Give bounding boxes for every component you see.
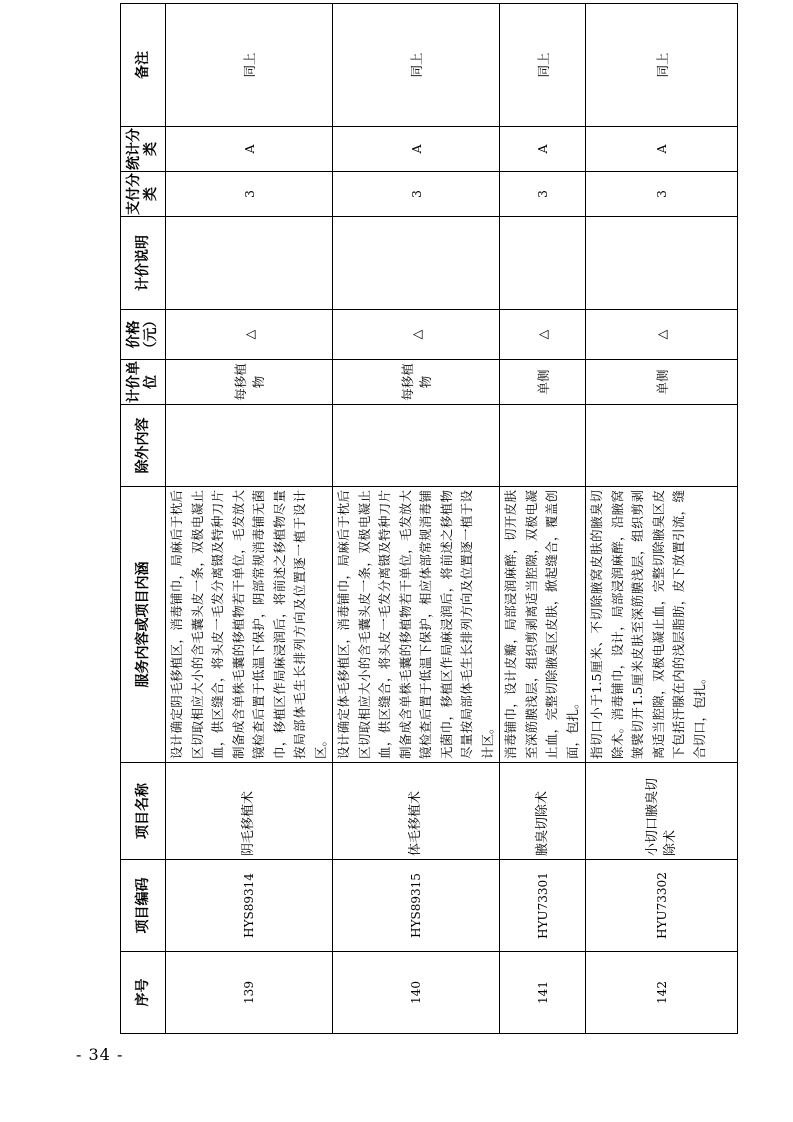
header-excluded: 除外内容 <box>121 405 166 487</box>
cell-payment-category: 3 <box>586 172 738 217</box>
header-payment-category: 支付分类 <box>121 172 166 217</box>
cell-name: 阴毛移植术 <box>166 763 333 860</box>
cell-excluded <box>333 405 500 487</box>
cell-excluded <box>586 405 738 487</box>
header-row <box>121 4 166 1034</box>
cell-excluded <box>166 405 333 487</box>
table-row <box>166 4 333 1034</box>
cell-content: 指切口小于1.5厘米、不切除腋窝皮肤的腋臭切除术。消毒铺巾，设计，局部浸润麻醉，沿腋窝皱襞切开1.5厘米皮肤至深筋膜浅层，组织剪剥离适当腔隙，双极电凝止血，完整切除腋臭区皮下包括汗腺在内的浅层脂肪，皮下放置引流，缝合切口，包扎。 <box>586 487 738 763</box>
cell-code: HYS89314 <box>166 860 333 952</box>
header-stat-category: 统计分类 <box>121 127 166 172</box>
cell-payment-category: 3 <box>166 172 333 217</box>
cell-code: HYS89315 <box>333 860 500 952</box>
header-remark: 备注 <box>121 4 166 127</box>
cell-pricing-note <box>333 217 500 310</box>
cell-stat-category: A <box>166 127 333 172</box>
cell-name: 体毛移植术 <box>333 763 500 860</box>
cell-code: HYU73302 <box>586 860 738 952</box>
header-name: 项目名称 <box>121 763 166 860</box>
cell-remark: 同上 <box>500 4 586 127</box>
cell-name: 小切口腋臭切除术 <box>586 763 738 860</box>
cell-content: 消毒铺巾，设计皮瓣，局部浸润麻醉，切开皮肤至深筋膜浅层，组织剪剥离适当腔隙，双极电凝止血，完整切除腋臭区皮肤，掀起缝合，覆盖创面，包扎。 <box>500 487 586 763</box>
cell-name: 腋臭切除术 <box>500 763 586 860</box>
cell-excluded <box>500 405 586 487</box>
fee-schedule-table <box>120 3 738 1034</box>
cell-stat-category: A <box>333 127 500 172</box>
cell-pricing-note <box>166 217 333 310</box>
page-number: - 34 - <box>76 1045 124 1064</box>
cell-price: △ <box>500 310 586 360</box>
cell-unit: 单侧 <box>500 360 586 405</box>
cell-remark: 同上 <box>166 4 333 127</box>
cell-pricing-note <box>500 217 586 310</box>
header-seq: 序号 <box>121 952 166 1034</box>
header-price: 价格（元） <box>121 310 166 360</box>
table-row <box>333 4 500 1034</box>
cell-seq: 141 <box>500 952 586 1034</box>
cell-unit: 单侧 <box>586 360 738 405</box>
cell-unit: 每移植物 <box>333 360 500 405</box>
cell-pricing-note <box>586 217 738 310</box>
cell-payment-category: 3 <box>500 172 586 217</box>
cell-stat-category: A <box>586 127 738 172</box>
cell-stat-category: A <box>500 127 586 172</box>
cell-remark: 同上 <box>586 4 738 127</box>
cell-price: △ <box>586 310 738 360</box>
cell-content: 设计确定阴毛移植区，消毒铺巾，局麻后于枕后区切取相应大小的含毛囊头皮一条，双极电凝止血，供区缝合，将头皮一毛发分离镊及特种刀片制备成含单株毛囊的移植物若干单位，毛发放大镜检查后置于低温下保护，阴部常规消毒铺无菌巾，移植区作局麻浸润后，将前述之移植物尽量按局部体毛生长排列方向及位置逐一植于设计区。 <box>166 487 333 763</box>
table-row <box>586 4 738 1034</box>
cell-seq: 142 <box>586 952 738 1034</box>
header-unit: 计价单位 <box>121 360 166 405</box>
cell-seq: 139 <box>166 952 333 1034</box>
header-code: 项目编码 <box>121 860 166 952</box>
cell-content: 设计确定体毛移植区，消毒铺巾，局麻后于枕后区切取相应大小的含毛囊头皮一条，双极电凝止血，供区缝合，将头皮一毛发分离镊及特种刀片制备成含单株毛囊的移植物若干单位，毛发放大镜检查后置于低温下保护，相应体部常规消毒铺无菌巾，移植区作局麻浸润后，将前述之移植物尽量按局部体毛生长排列方向及位置逐一植于设计区。 <box>333 487 500 763</box>
header-pricing-note: 计价说明 <box>121 217 166 310</box>
cell-seq: 140 <box>333 952 500 1034</box>
header-content: 服务内容或项目内涵 <box>121 487 166 763</box>
cell-unit: 每移植物 <box>166 360 333 405</box>
table-row <box>500 4 586 1034</box>
cell-payment-category: 3 <box>333 172 500 217</box>
cell-price: △ <box>166 310 333 360</box>
cell-code: HYU73301 <box>500 860 586 952</box>
cell-price: △ <box>333 310 500 360</box>
rotated-table-wrapper <box>120 51 713 1034</box>
cell-remark: 同上 <box>333 4 500 127</box>
